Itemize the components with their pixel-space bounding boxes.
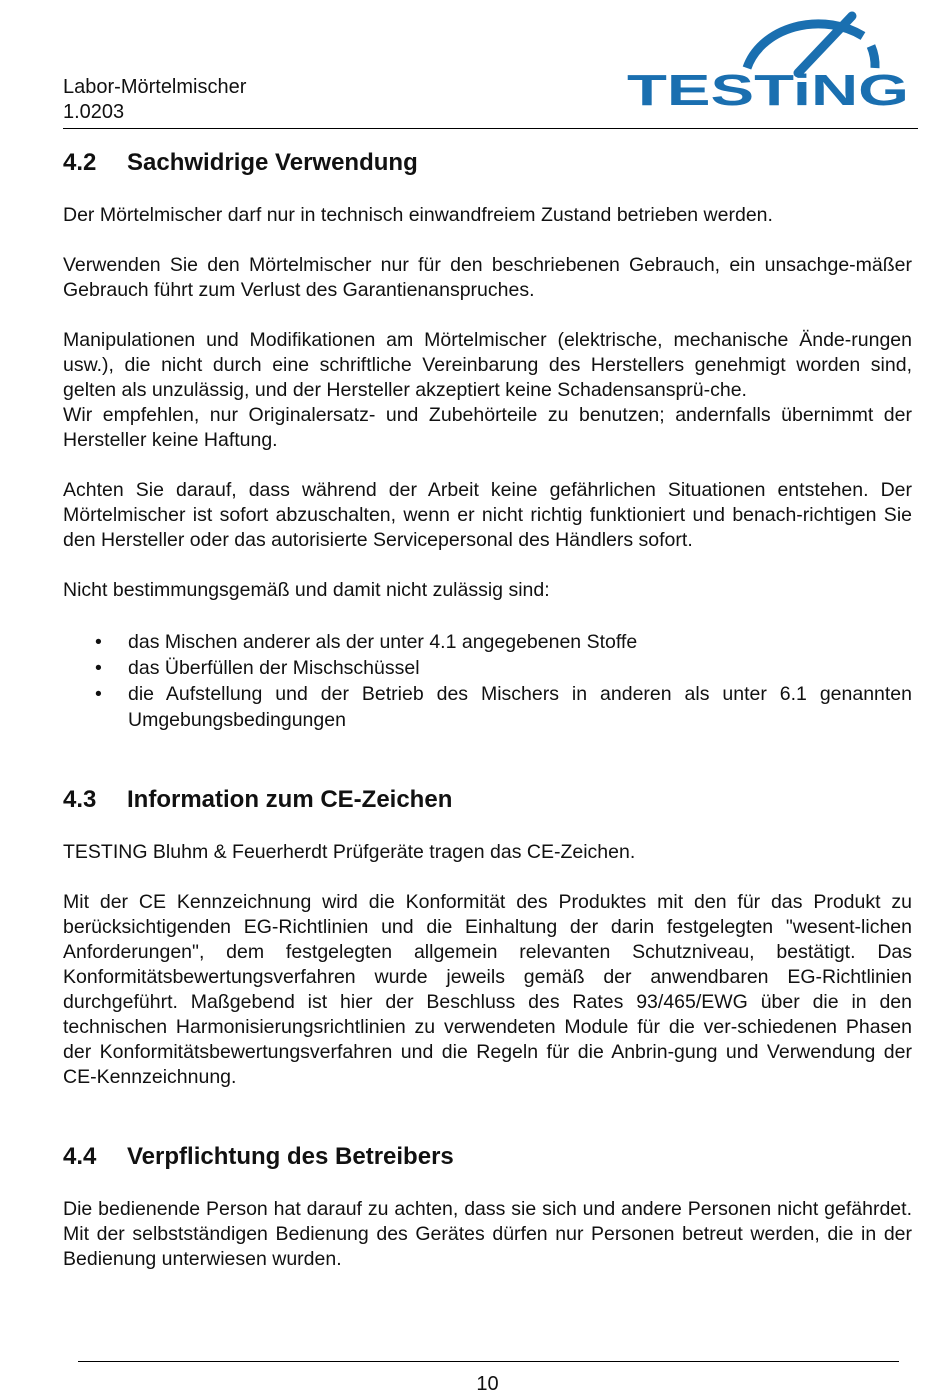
section-number: 4.2 (63, 149, 97, 176)
bullet-list (63, 629, 912, 733)
section-4-2 (63, 147, 912, 733)
footer-divider (78, 1361, 899, 1362)
product-number: 1.0203 (63, 101, 125, 123)
list-item: • das Überfüllen der Mischschüssel (95, 657, 420, 679)
bullet-glyph: • (95, 631, 102, 653)
section-heading (63, 784, 912, 816)
section-heading (63, 147, 912, 179)
paragraph: Die bedienende Person hat darauf zu achten, dass sie sich und andere Personen nicht gefährdet. Mit der selbstständigen Bedienung des Gerätes dürfen nur Personen betreut werden, die in der Bedienung unterwiesen wurden. (63, 1198, 912, 1270)
paragraph: Wir empfehlen, nur Originalersatz- und Zubehörteile zu benutzen; andernfalls übernimmt der Hersteller keine Haftung. (63, 404, 912, 451)
paragraph: TESTING Bluhm & Feuerherdt Prüfgeräte tragen das CE-Zeichen. (63, 841, 636, 863)
paragraph: Verwenden Sie den Mörtelmischer nur für den beschriebenen Gebrauch, ein unsachge-mäßer Gebrauch führt zum Verlust des Garantienanspruches. (63, 254, 912, 301)
bullet-glyph: • (95, 657, 102, 679)
paragraph: Der Mörtelmischer darf nur in technisch einwandfreiem Zustand betrieben werden. (63, 204, 773, 226)
product-name: Labor-Mörtelmischer (63, 76, 247, 98)
header-divider (63, 128, 918, 129)
logo-text: TESTiNG (627, 66, 909, 112)
section-title: Information zum CE-Zeichen (127, 786, 453, 813)
paragraph: Nicht bestimmungsgemäß und damit nicht zulässig sind: (63, 579, 550, 601)
paragraph: Achten Sie darauf, dass während der Arbeit keine gefährlichen Situationen entstehen. Der Mörtelmischer ist sofort abzuschalten, wenn er nicht richtig funktioniert und benach-richtigen Sie den Hersteller oder das autorisierte Servicepersonal des Händlers sofort. (63, 479, 912, 551)
bullet-glyph: • (95, 683, 102, 705)
section-number: 4.3 (63, 786, 97, 813)
section-number: 4.4 (63, 1143, 97, 1170)
paragraph: Mit der CE Kennzeichnung wird die Konformität des Produktes mit den für das Produkt zu berücksichtigenden EG-Richtlinien und die Einhaltung der darin festgelegten "wesent-lichen Anforderungen", dem festgelegten allgemein relevanten Schutzniveau, bestätigt. Das Konformitätsbewertungsverfahren wurde jeweils gemäß der anwendbaren EG-Richtlinien durchgeführt. Maßgebend ist hier der Beschluss des Rates 93/465/EWG über die in den technischen Harmonisierungsrichtlinien zu verwendeten Module für die ver-schiedenen Phasen der Konformitätsbewertungsverfahren und die Regeln für die Anbrin-gung und Verwendung der CE-Kennzeichnung. (63, 891, 912, 1088)
section-title: Sachwidrige Verwendung (127, 149, 418, 176)
list-item: • das Mischen anderer als der unter 4.1 angegebenen Stoffe (95, 631, 638, 653)
page-number: 10 (476, 1373, 499, 1395)
document-header (63, 75, 246, 125)
testing-logo (624, 8, 912, 112)
section-heading (63, 1141, 912, 1173)
list-item: • die Aufstellung und der Betrieb des Mischers in anderen als unter 6.1 genannten Umgebungsbedingungen (95, 683, 912, 731)
section-4-3 (63, 784, 912, 1090)
section-title: Verpflichtung des Betreibers (127, 1143, 454, 1170)
paragraph: Manipulationen und Modifikationen am Mörtelmischer (elektrische, mechanische Ände-rungen usw.), die nicht durch eine schriftliche Vereinbarung des Herstellers genehmigt worden sind, gelten als unzulässig, und der Hersteller akzeptiert keine Schadensansprü-che. (63, 329, 912, 401)
page-content (63, 147, 912, 1272)
section-4-4 (63, 1141, 912, 1272)
